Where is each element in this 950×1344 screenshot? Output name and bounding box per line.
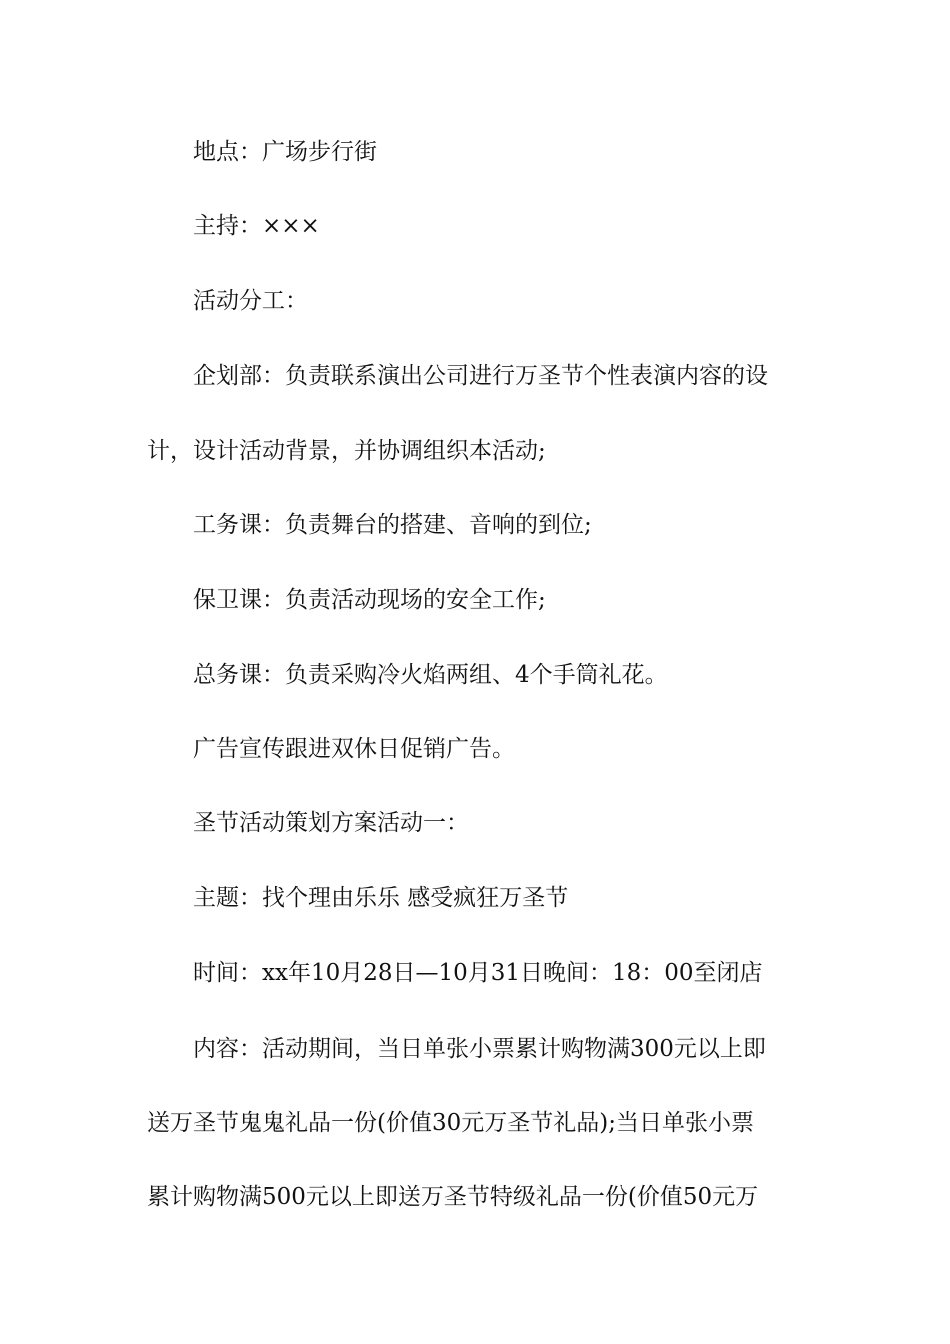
paragraph-theme: 主题：找个理由乐乐 感受疯狂万圣节 [193, 885, 569, 911]
paragraph-advertising: 广告宣传跟进双休日促销广告。 [193, 736, 515, 762]
paragraph-activity-one-heading: 圣节活动策划方案活动一： [193, 810, 469, 836]
paragraph-host: 主持：××× [193, 213, 320, 239]
paragraph-location: 地点：广场步行街 [193, 139, 377, 165]
paragraph-planning-dept-line2: 计，设计活动背景，并协调组织本活动; [147, 438, 546, 464]
paragraph-security-dept: 保卫课：负责活动现场的安全工作; [193, 587, 546, 613]
paragraph-planning-dept-line1: 企划部：负责联系演出公司进行万圣节个性表演内容的设 [193, 363, 768, 389]
paragraph-engineering-dept: 工务课：负责舞台的搭建、音响的到位; [193, 512, 592, 538]
paragraph-content-line3: 累计购物满500元以上即送万圣节特级礼品一份(价值50元万 [147, 1184, 759, 1210]
paragraph-time: 时间：xx年10月28日—10月31日晚间：18：00至闭店 [193, 960, 763, 986]
paragraph-content-line1: 内容：活动期间，当日单张小票累计购物满300元以上即 [193, 1036, 766, 1062]
paragraph-content-line2: 送万圣节鬼鬼礼品一份(价值30元万圣节礼品);当日单张小票 [147, 1110, 754, 1136]
paragraph-general-affairs-dept: 总务课：负责采购冷火焰两组、4个手筒礼花。 [193, 662, 668, 688]
paragraph-division-heading: 活动分工： [193, 288, 308, 314]
